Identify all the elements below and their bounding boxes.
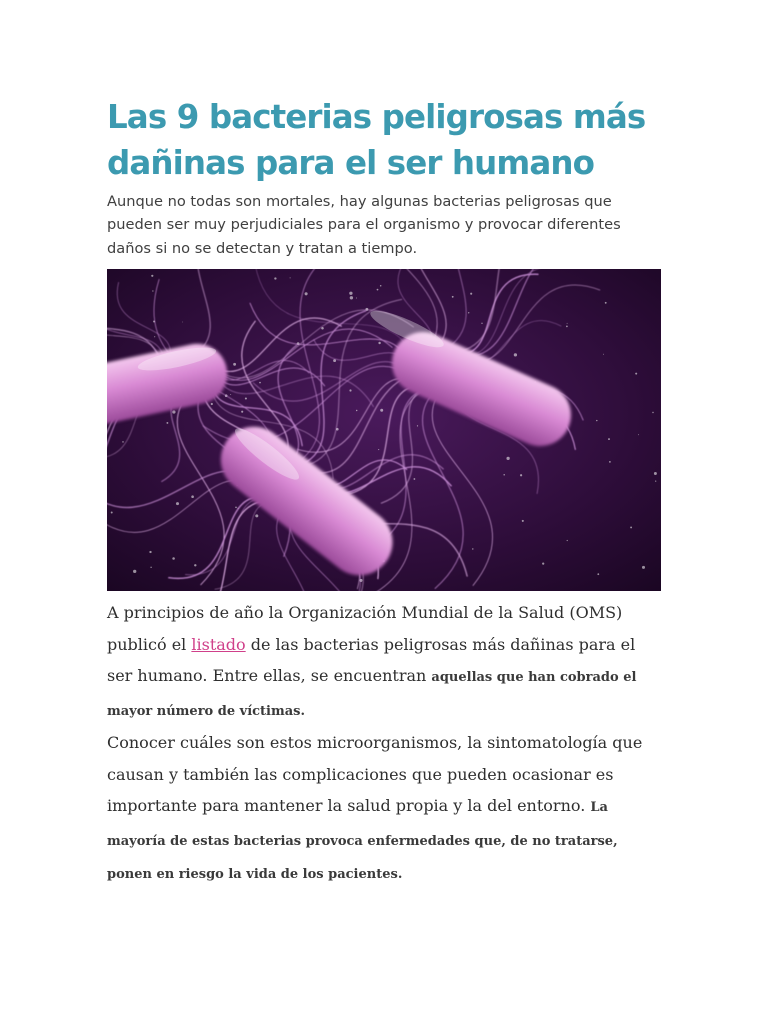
article-body [107, 597, 663, 891]
article-lead: Aunque no todas son mortales, hay algunas bacterias peligrosas que pueden ser muy perjudiciales para el organismo y provocar diferentes daños si no se detectan y tratan a tiempo. [107, 193, 621, 257]
bacteria-illustration [107, 269, 661, 591]
paragraph-2: Conocer cuáles son estos microorganismos, la sintomatología que causan y también las complicaciones que pueden ocasionar es importante para mantener la salud propia y la del entorno. La mayoría de estas bacterias provoca enfermedades que, de no tratarse, ponen en riesgo la vida de los pacientes. [107, 733, 643, 882]
paragraph-1-bold: aquellas que han cobrado el mayor número de víctimas. [107, 670, 637, 719]
paragraph-2-bold: La mayoría de estas bacterias provoca enfermedades que, de no tratarse, ponen en riesgo la vida de los pacientes. [107, 800, 618, 882]
paragraph-1: A principios de año la Organización Mundial de la Salud (OMS) publicó el listado de las bacterias peligrosas más dañinas para el ser humano. Entre ellas, se encuentran aquellas que han cobrado el mayor número de víctimas. [107, 603, 637, 719]
hero-image [107, 269, 661, 591]
article-title: Las 9 bacterias peligrosas más dañinas para el ser humano [107, 98, 646, 182]
listado-link[interactable]: listado [191, 634, 246, 654]
